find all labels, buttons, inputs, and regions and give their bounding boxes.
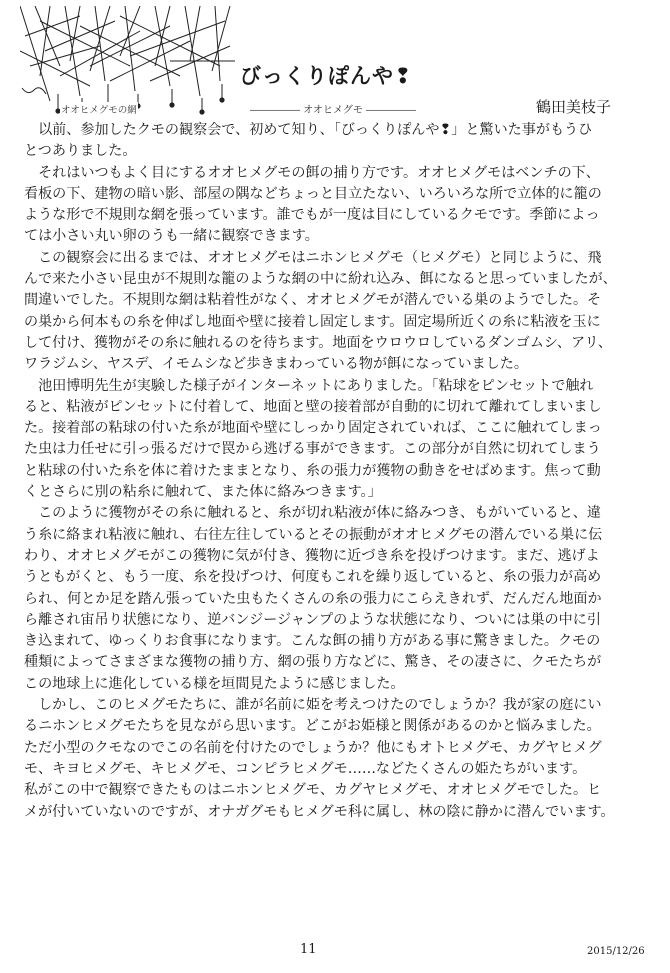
text-line: わり、オオヒメグモがこの獲物に気が付き、獲物に近づき糸を投げつけます。まだ、逃げよ [24, 547, 600, 564]
publication-date: 2015/12/26 [587, 946, 645, 957]
text-line: た虫は力任せに引っ張るだけで罠から逃げる事ができます。この部分が自然に切れてしまう [24, 441, 601, 458]
text-line: た。接着部の粘球の付いた糸が地面や壁にしっかり固定されていれば、ここに触れてしまっ [24, 420, 602, 437]
text-line: ただ小型のクモなのでこの名前を付けたのでしょうか？他にもオトヒメグモ、カグヤヒメグ [24, 739, 602, 756]
text-line: ては小さい丸い卵のうも一緒に観察できます。 [24, 228, 319, 245]
text-line: ると、粘液がピンセットに付着して、地面と壁の接着部が自動的に切れて離れてしまいまし [24, 398, 602, 415]
text-line: うともがくと、もう一度、糸を投げつけ、何度もこれを繰り返していると、糸の張力が高め [24, 569, 602, 586]
text-line: しかし、このヒメグモたちに、誰が名前に姫を考えつけたのでしょうか？我が家の庭にい [24, 697, 602, 714]
text-line: この地球上に進化している様を垣間見たように感じました。 [24, 675, 405, 692]
text-line: 間違いでした。不規則な網は粘着性がなく、オオヒメグモが潜んでいる巣のようでした。そ [24, 292, 602, 309]
article-body [24, 120, 652, 823]
text-line: この観察会に出るまでは、オオヒメグモはニホンヒメグモ（ヒメグモ）と同じように、飛 [24, 249, 602, 266]
page-number: 11 [300, 942, 317, 957]
article-title: びっくりぽんや❢ [240, 64, 413, 88]
text-line: とつありました。 [24, 143, 137, 160]
text-line: の巣から何本もの糸を伸ばし地面や壁に接着し固定します。固定場所近くの糸に粘液を玉に [24, 313, 601, 330]
text-line: 以前、参加したクモの観察会で、初めて知り、「びっくりぽんや❢」と驚いた事がもうひ [24, 122, 593, 138]
text-line: それはいつもよく目にするオオヒメグモの餌の捕り方です。オオヒメグモはベンチの下、 [24, 164, 600, 181]
text-line: られ、何とか足を踏ん張っていた虫もたくさんの糸の張力にこらえきれず、だんだん地面か [24, 590, 602, 607]
text-line: う糸に絡まれ粘液に触れ、右往左往しているとその振動がオオヒメグモの潜んでいる巣に伝 [24, 526, 603, 543]
text-line: モ、キヨヒメグモ、キヒメグモ、コンピラヒメグモ……などたくさんの姫たちがいます。 [24, 760, 587, 777]
text-line: して付け、獲物がその糸に触れるのを待ちます。地面をウロウロしているダンゴムシ、アリ、 [24, 334, 612, 351]
text-line: くとさらに別の粘糸に触れて、また体に絡みつきます。」 [24, 484, 382, 501]
text-line: ような形で不規則な網を張っています。誰でもが一度は目にしているクモです。季節によっ [24, 207, 600, 224]
text-line: と粘球の付いた糸を体に着けたままとなり、糸の張力が獲物の動きをせばめます。焦って動 [24, 462, 601, 479]
text-line: ら離され宙吊り状態になり、逆バンジージャンプのような状態になり、ついには巣の中に引 [24, 611, 601, 628]
author-name: 鶴田美枝子 [536, 98, 612, 116]
text-line: このように獲物がその糸に触れると、糸が切れ粘液が体に絡みつき、もがいていると、違 [24, 505, 601, 522]
text-line: 池田博明先生が実験した様子がインターネットにありました。「粘球をピンセットで触れ [24, 377, 594, 394]
text-line: 私がこの中で観察できたものはニホンヒメグモ、カグヤヒメグモ、オオヒメグモでした。ヒ [24, 782, 602, 799]
text-line: 看板の下、建物の暗い影、部屋の隅などちょっと目立たない、いろいろな所で立体的に籠の [24, 185, 602, 202]
text-line: んで来た小さい昆虫が不規則な籠のような網の中に紛れ込み、餌になると思っていましたが、 [24, 271, 617, 288]
text-line: 種類によってさまざまな獲物の捕り方、網の張り方などに、驚き、その凄さに、クモたちが [24, 654, 602, 671]
text-line: メが付いていないのですが、オナガグモもヒメグモ科に属し、林の陰に静かに潜んでいます。 [24, 803, 615, 820]
text-line: き込まれて、ゆっくりお食事になります。こんな餌の捕り方がある事に驚きました。クモの [24, 633, 601, 650]
figure-label: オオヒメグモの網 [60, 102, 138, 116]
figure-caption: ――――― オオヒメグモ ――――― [250, 105, 417, 116]
text-line: るニホンヒメグモたちを見ながら思います。どこがお姫様と関係があるのかと悩みました。 [24, 718, 601, 735]
text-line: ワラジムシ、ヤスデ、イモムシなど歩きまわっている物が餌になっていました。 [24, 356, 528, 373]
spider-web-illustration [20, 6, 235, 118]
